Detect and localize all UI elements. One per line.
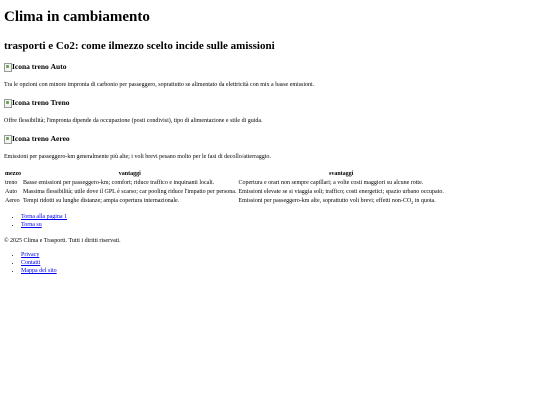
cell-mezzo: treno <box>5 180 18 186</box>
privacy-link[interactable]: Privacy <box>21 252 40 259</box>
mode-heading-label: Aereo <box>50 134 70 143</box>
subscript-2: 2 <box>411 200 414 206</box>
mode-heading-label: Auto <box>50 62 67 71</box>
list-item <box>21 259 536 267</box>
sitemap-link[interactable]: Mappa del sito <box>21 268 57 275</box>
icon-alt-text: Icona treno <box>12 62 49 71</box>
mode-auto <box>4 62 536 89</box>
mode-description: Tra le opzioni con minore impronta di carbonio per passeggero, soprattutto se alimentato da elettricità con mix a basse emissioni. <box>4 82 315 88</box>
icon-alt-text: Icona treno <box>12 134 49 143</box>
cell-svantaggi-text: Emissioni per passeggero-km alte, soprattutto voli brevi; effetti non-CO <box>238 198 412 204</box>
icon-alt-text: Icona treno <box>12 98 49 107</box>
table-row <box>4 197 445 207</box>
mode-aereo <box>4 134 536 161</box>
cell-svantaggi: Copertura e orari non sempre capillari; a volte costi maggiori su alcune rotte. <box>238 180 424 186</box>
broken-image-icon <box>4 135 12 144</box>
back-to-page-1-link[interactable]: Torna alla pagina 1 <box>21 214 68 221</box>
column-header-mezzo: mezzo <box>5 171 21 177</box>
comparison-table <box>4 170 445 207</box>
copyright-text: © 2025 Clima e Trasporti. Tutti i diritti riservati. <box>4 238 121 245</box>
mode-description: Offre flessibilità; l'impronta dipende da occupazione (posti condivisi), tipo di alimentazione e stile di guida. <box>4 118 263 124</box>
mode-heading-treno <box>4 98 536 108</box>
cell-vantaggi: Tempi ridotti su lunghe distanze; ampia copertura internazionale. <box>23 198 180 204</box>
page-title: Clima in cambiamento <box>4 9 150 25</box>
table-row <box>4 179 445 188</box>
mode-heading-label: Treno <box>50 98 70 107</box>
list-item <box>21 267 536 275</box>
mode-heading-auto <box>4 62 536 72</box>
cell-svantaggi-text-end: in quota. <box>413 198 436 204</box>
contacts-link[interactable]: Contatti <box>21 260 41 267</box>
mode-heading-aereo <box>4 134 536 144</box>
column-header-vantaggi: vantaggi <box>118 171 141 177</box>
mode-description: Emissioni per passeggero-km generalmente più alte; i voli brevi pesano molto per le fasi di decollo/atterraggio. <box>4 154 271 160</box>
cell-mezzo: Auto <box>5 189 17 195</box>
cell-svantaggi: Emissioni elevate se si viaggia soli; traffico; costi energetici; spazio urbano occupato. <box>238 189 444 195</box>
broken-image-icon <box>4 99 12 108</box>
cell-vantaggi: Basse emissioni per passeggero-km; comfort; riduce traffico e inquinanti locali. <box>23 180 215 186</box>
back-to-top-link[interactable]: Torna su <box>21 222 42 229</box>
mode-treno <box>4 98 536 125</box>
list-item <box>21 221 536 229</box>
table-row <box>4 188 445 197</box>
broken-image-icon <box>4 63 12 72</box>
footer-links <box>4 251 536 275</box>
column-header-svantaggi: svantaggi <box>329 171 354 177</box>
page-subtitle: trasporti e Co2: come ilmezzo scelto incide sulle amissioni <box>4 40 275 52</box>
cell-vantaggi: Massima flessibilità; utile dove il GPL è scarso; car pooling riduce l'impatto per persona. <box>23 189 237 195</box>
page-nav-links <box>4 213 536 229</box>
table-header-row <box>4 170 445 179</box>
cell-mezzo: Aereo <box>5 198 20 204</box>
list-item <box>21 251 536 259</box>
list-item <box>21 213 536 221</box>
cell-svantaggi <box>237 197 444 207</box>
